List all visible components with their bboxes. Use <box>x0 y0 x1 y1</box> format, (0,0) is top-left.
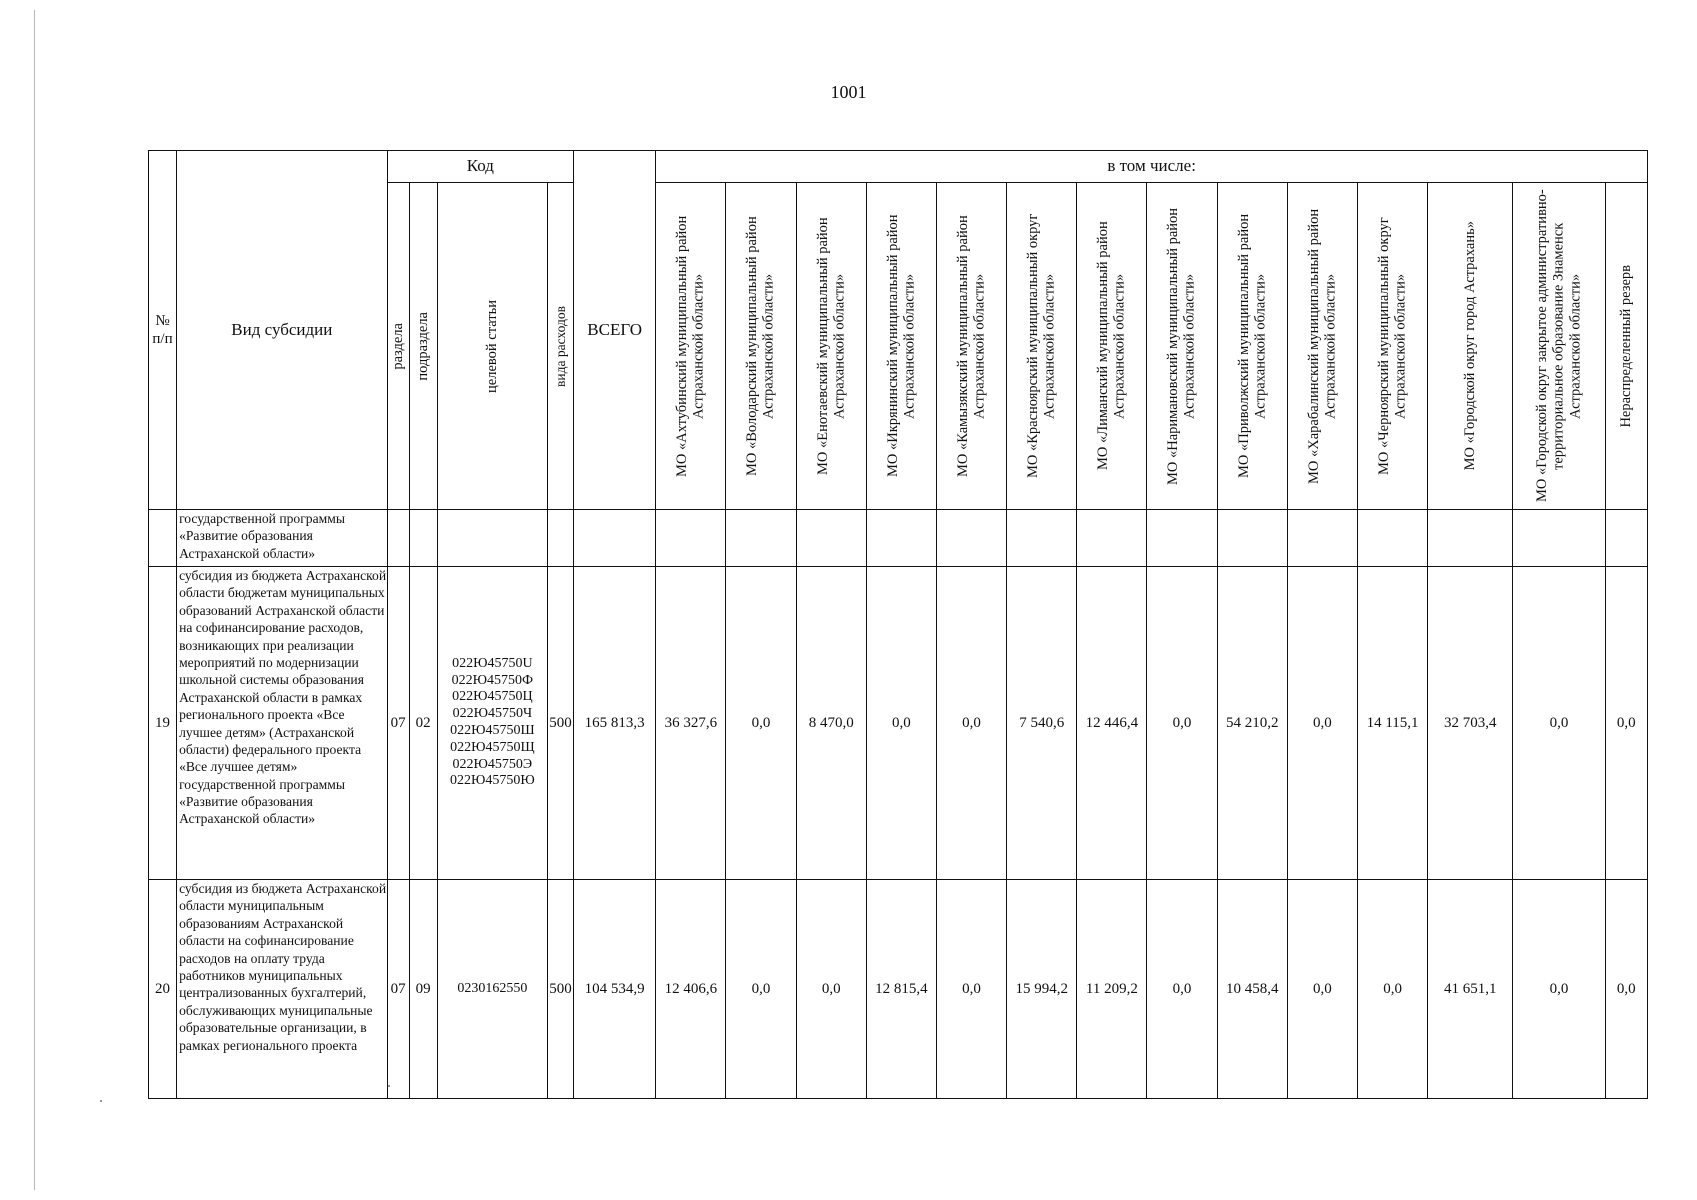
header-code-expense-type: вида расходов <box>547 183 573 510</box>
municipality-value <box>1287 510 1357 567</box>
target-code: 022Ю45750Щ <box>450 739 535 755</box>
header-num: № п/п <box>149 151 177 510</box>
target-code: 022Ю45750Ц <box>452 689 533 705</box>
municipality-value: 0,0 <box>866 567 936 880</box>
header-municipality: МО «Городской округ город Астрахань» <box>1428 183 1513 510</box>
municipality-value: 11 209,2 <box>1077 880 1147 1099</box>
municipality-value: 10 458,4 <box>1217 880 1287 1099</box>
header-municipality: МО «Енотаевский муниципальный район Астраханской области» <box>796 183 866 510</box>
total-value: 104 534,9 <box>574 880 656 1099</box>
header-municipality: Нераспределенный резерв <box>1605 183 1647 510</box>
municipality-value: 0,0 <box>1513 567 1605 880</box>
municipality-value: 0,0 <box>726 880 796 1099</box>
municipality-value <box>866 510 936 567</box>
municipality-value: 0,0 <box>1605 880 1647 1099</box>
municipality-value: 7 540,6 <box>1007 567 1077 880</box>
municipality-value <box>656 510 726 567</box>
header-municipality: МО «Лиманский муниципальный район Астраханской области» <box>1077 183 1147 510</box>
table-row <box>149 510 1648 567</box>
code-razdel: 07 <box>387 567 409 880</box>
subsidy-description: субсидия из бюджета Астраханской области муниципальным образованиям Астраханской области на софинансирование расходов на оплату труда работников муниципальных централизованных бухгалтерий, обслуживающих муниципальные образовательные организации, в рамках регионального проекта <box>177 880 388 1099</box>
municipality-value: 12 406,6 <box>656 880 726 1099</box>
municipality-value: 0,0 <box>726 567 796 880</box>
total-value: 165 813,3 <box>574 567 656 880</box>
table-row <box>149 567 1648 880</box>
table-header <box>149 151 1648 510</box>
header-including: в том числе: <box>656 151 1648 183</box>
municipality-value <box>1217 510 1287 567</box>
municipality-value: 0,0 <box>1147 567 1217 880</box>
code-target-list <box>437 880 547 1099</box>
municipality-value: 14 115,1 <box>1357 567 1427 880</box>
subsidy-description: субсидия из бюджета Астраханской области бюджетам муниципальных образований Астраханской области на софинансирование расходов, возникающих при реализации мероприятий по модернизации школьной системы образования Астраханской области в рамках регионального проекта «Все лучшее детям» (Астраханской области) федерального проекта «Все лучшее детям» государственной программы «Развитие образования Астраханской области» <box>177 567 388 880</box>
header-municipality: МО «Приволжский муниципальный район Астраханской области» <box>1217 183 1287 510</box>
code-razdel: 07 <box>387 880 409 1099</box>
municipality-value: 32 703,4 <box>1428 567 1513 880</box>
municipality-value: 0,0 <box>936 880 1006 1099</box>
code-razdel <box>387 510 409 567</box>
code-target-list <box>437 567 547 880</box>
municipality-value: 15 994,2 <box>1007 880 1077 1099</box>
municipality-value <box>1513 510 1605 567</box>
municipality-value: 41 651,1 <box>1428 880 1513 1099</box>
row-number: 19 <box>149 567 177 880</box>
municipality-value: 0,0 <box>1605 567 1647 880</box>
header-municipality: МО «Городской округ закрытое административно-территориальное образование Знаменск Астраханской области» <box>1513 183 1605 510</box>
header-code-podrazdel: подраздела <box>409 183 437 510</box>
municipality-value <box>1428 510 1513 567</box>
target-code: 022Ю45750Ш <box>450 723 535 738</box>
municipality-value <box>1605 510 1647 567</box>
municipality-value: 54 210,2 <box>1217 567 1287 880</box>
code-podrazdel: 02 <box>409 567 437 880</box>
code-target-list <box>437 510 547 567</box>
municipality-value: 0,0 <box>936 567 1006 880</box>
target-code: 022Ю45750Э <box>452 756 533 772</box>
target-code: 022Ю45750Ю <box>449 773 535 789</box>
header-municipality: МО «Камызякский муниципальный район Астраханской области» <box>936 183 1006 510</box>
municipality-value: 12 446,4 <box>1077 567 1147 880</box>
municipality-value <box>1077 510 1147 567</box>
municipality-value: 0,0 <box>1147 880 1217 1099</box>
target-code: 022Ю45750Ч <box>452 706 533 722</box>
municipality-value: 0,0 <box>1513 880 1605 1099</box>
header-code-razdel: раздела <box>387 183 409 510</box>
code-podrazdel: 09 <box>409 880 437 1099</box>
municipality-value <box>1357 510 1427 567</box>
header-total: ВСЕГО <box>574 151 656 510</box>
municipality-value: 0,0 <box>1287 880 1357 1099</box>
target-code: 0230162550 <box>457 980 528 996</box>
target-code: 022Ю45750Ф <box>451 672 534 688</box>
municipality-value <box>1007 510 1077 567</box>
municipality-value: 12 815,4 <box>866 880 936 1099</box>
header-code-target: целевой статьи <box>437 183 547 510</box>
municipality-value: 0,0 <box>1287 567 1357 880</box>
code-expense-type: 500 <box>547 880 573 1099</box>
municipality-value <box>796 510 866 567</box>
scan-speck <box>100 1100 102 1102</box>
row-number <box>149 510 177 567</box>
municipality-value: 0,0 <box>796 880 866 1099</box>
code-expense-type: 500 <box>547 567 573 880</box>
table-row <box>149 880 1648 1099</box>
header-municipality: МО «Красноярский муниципальный округ Астраханской области» <box>1007 183 1077 510</box>
municipality-value <box>936 510 1006 567</box>
header-municipality: МО «Наримановский муниципальный район Астраханской области» <box>1147 183 1217 510</box>
code-podrazdel <box>409 510 437 567</box>
table-body <box>149 510 1648 1099</box>
subsidy-table <box>148 150 1648 1099</box>
row-number: 20 <box>149 880 177 1099</box>
header-code-group: Код <box>387 151 573 183</box>
header-municipality: МО «Черноярский муниципальный округ Астраханской области» <box>1357 183 1427 510</box>
municipality-value <box>1147 510 1217 567</box>
total-value <box>574 510 656 567</box>
code-expense-type <box>547 510 573 567</box>
header-municipality: МО «Ахтубинский муниципальный район Астраханской области» <box>656 183 726 510</box>
target-code: 022Ю45750U <box>452 655 533 671</box>
municipality-value: 36 327,6 <box>656 567 726 880</box>
page-number: 1001 <box>830 82 867 102</box>
municipality-value: 0,0 <box>1357 880 1427 1099</box>
header-municipality: МО «Икрянинский муниципальный район Астраханской области» <box>866 183 936 510</box>
header-subsidy-type: Вид субсидии <box>177 151 388 510</box>
header-municipality: МО «Володарский муниципальный район Астраханской области» <box>726 183 796 510</box>
municipality-value: 8 470,0 <box>796 567 866 880</box>
scan-edge-line <box>34 10 35 1190</box>
municipality-value <box>726 510 796 567</box>
header-municipality: МО «Харабалинский муниципальный район Астраханской области» <box>1287 183 1357 510</box>
subsidy-description: государственной программы «Развитие образования Астраханской области» <box>177 510 388 567</box>
